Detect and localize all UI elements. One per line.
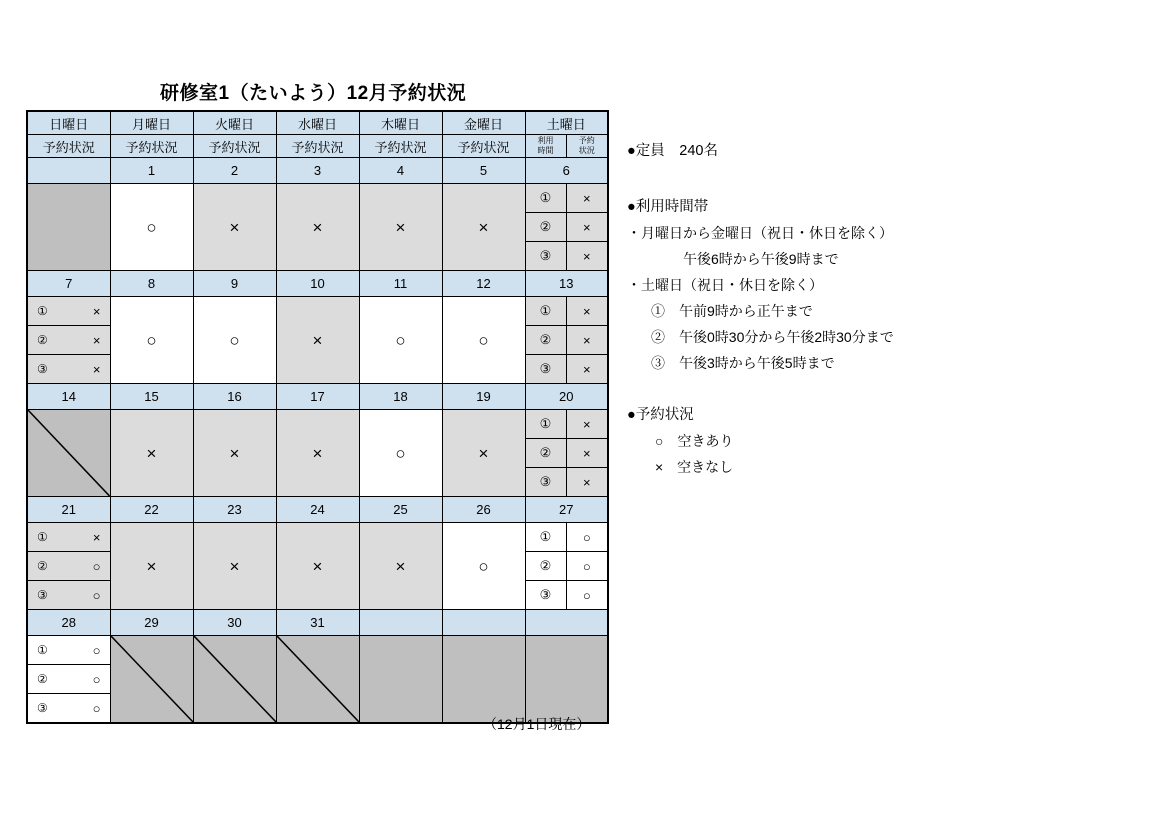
slot-label: ① <box>37 530 48 544</box>
sunday-slot <box>27 523 110 552</box>
slot-status: × <box>92 361 101 377</box>
date-cell: 8 <box>110 271 193 297</box>
slot-status: × <box>566 468 608 497</box>
subheader-saturday-time: 利用 時間 <box>525 135 566 158</box>
diagonal-line-icon <box>194 636 276 722</box>
status-cell: ○ <box>193 297 276 384</box>
status-cell: × <box>442 184 525 271</box>
closed-cell <box>27 410 110 497</box>
slot-label: ② <box>37 672 48 686</box>
date-cell: 3 <box>276 158 359 184</box>
slot-label: ② <box>37 333 48 347</box>
date-cell: 20 <box>525 384 608 410</box>
status-cell: ○ <box>359 410 442 497</box>
date-cell: 2 <box>193 158 276 184</box>
date-cell: 1 <box>110 158 193 184</box>
week4-date-row <box>27 497 608 523</box>
unavailable-cell <box>359 636 442 724</box>
subheader-friday: 予約状況 <box>442 135 525 158</box>
subheader-tuesday: 予約状況 <box>193 135 276 158</box>
status-cell: × <box>193 410 276 497</box>
slot-status: ○ <box>566 581 608 610</box>
date-cell: 15 <box>110 384 193 410</box>
week2-slot1-row <box>27 297 608 326</box>
week4-slot1-row <box>27 523 608 552</box>
date-cell: 5 <box>442 158 525 184</box>
header-friday: 金曜日 <box>442 111 525 135</box>
date-cell: 17 <box>276 384 359 410</box>
calendar-subheader-row <box>27 135 608 158</box>
status-cell: × <box>359 184 442 271</box>
slot-label: ② <box>525 552 566 581</box>
diagonal-line-icon <box>277 636 359 722</box>
date-cell: 16 <box>193 384 276 410</box>
status-cell: × <box>193 184 276 271</box>
status-cell: × <box>110 410 193 497</box>
date-cell: 9 <box>193 271 276 297</box>
slot-label: ② <box>37 559 48 573</box>
slot-label: ① <box>525 297 566 326</box>
unavailable-cell <box>442 636 525 724</box>
slot-status: ○ <box>92 558 101 574</box>
header-monday: 月曜日 <box>110 111 193 135</box>
sunday-slot <box>27 665 110 694</box>
sunday-slot <box>27 694 110 724</box>
week3-date-row <box>27 384 608 410</box>
date-cell <box>27 158 110 184</box>
date-cell: 19 <box>442 384 525 410</box>
date-cell: 13 <box>525 271 608 297</box>
status-cell: × <box>442 410 525 497</box>
date-cell: 10 <box>276 271 359 297</box>
status-cell: × <box>110 523 193 610</box>
sunday-slot <box>27 326 110 355</box>
legend-panel <box>627 138 1107 480</box>
subheader-wednesday: 予約状況 <box>276 135 359 158</box>
hours-saturday-slot1: ① 午前9時から正午まで <box>651 303 813 319</box>
status-cell: ○ <box>442 297 525 384</box>
slot-status: ○ <box>92 671 101 687</box>
spacer <box>627 164 1107 194</box>
subheader-monday: 予約状況 <box>110 135 193 158</box>
sunday-slot <box>27 355 110 384</box>
header-sunday: 日曜日 <box>27 111 110 135</box>
header-thursday: 木曜日 <box>359 111 442 135</box>
status-cell: ○ <box>110 297 193 384</box>
subheader-saturday-status: 予約 状況 <box>566 135 608 158</box>
slot-status: × <box>92 529 101 545</box>
slot-label: ③ <box>525 355 566 384</box>
slot-status: × <box>566 297 608 326</box>
as-of-note: （12月1日現在） <box>483 716 591 732</box>
slot-label: ① <box>525 523 566 552</box>
date-cell: 31 <box>276 610 359 636</box>
week5-date-row <box>27 610 608 636</box>
slot-status: ○ <box>92 642 101 658</box>
date-cell: 28 <box>27 610 110 636</box>
slot-label: ① <box>525 410 566 439</box>
slot-label: ② <box>525 213 566 242</box>
week2-date-row <box>27 271 608 297</box>
status-cell: ○ <box>442 523 525 610</box>
status-full-label: × 空きなし <box>655 459 734 475</box>
week5-slot1-row <box>27 636 608 665</box>
page-title: 研修室1（たいよう）12月予約状況 <box>160 83 467 104</box>
reservation-calendar <box>26 110 609 724</box>
date-cell: 7 <box>27 271 110 297</box>
slot-label: ③ <box>37 362 48 376</box>
slot-status: × <box>566 410 608 439</box>
status-cell: ○ <box>110 184 193 271</box>
slot-label: ② <box>525 326 566 355</box>
closed-cell <box>193 636 276 724</box>
slot-status: ○ <box>566 523 608 552</box>
slot-status: × <box>92 303 101 319</box>
capacity-label: ●定員 240名 <box>627 143 718 159</box>
status-cell: ○ <box>359 297 442 384</box>
calendar-header-row <box>27 111 608 135</box>
slot-status: ○ <box>92 587 101 603</box>
sunday-slot <box>27 297 110 326</box>
slot-label: ③ <box>525 468 566 497</box>
date-cell: 4 <box>359 158 442 184</box>
date-cell <box>442 610 525 636</box>
hours-saturday-slot3: ③ 午後3時から午後5時まで <box>651 355 835 371</box>
header-tuesday: 火曜日 <box>193 111 276 135</box>
unavailable-cell <box>27 184 110 271</box>
status-cell: × <box>276 410 359 497</box>
date-cell: 30 <box>193 610 276 636</box>
hours-saturday-label: ・土曜日（祝日・休日を除く） <box>627 277 823 293</box>
status-cell: × <box>193 523 276 610</box>
slot-status: × <box>566 184 608 213</box>
status-open-label: ○ 空きあり <box>655 433 734 449</box>
closed-cell <box>276 636 359 724</box>
slot-status: × <box>566 355 608 384</box>
status-cell: × <box>276 184 359 271</box>
date-cell: 12 <box>442 271 525 297</box>
slot-status: ○ <box>92 700 101 716</box>
date-cell: 14 <box>27 384 110 410</box>
slot-status: ○ <box>566 552 608 581</box>
sunday-slot <box>27 636 110 665</box>
date-cell: 11 <box>359 271 442 297</box>
closed-cell <box>110 636 193 724</box>
spacer <box>627 376 1107 402</box>
subheader-sunday: 予約状況 <box>27 135 110 158</box>
date-cell: 6 <box>525 158 608 184</box>
diagonal-line-icon <box>28 410 110 496</box>
date-cell <box>525 610 608 636</box>
status-cell: × <box>276 523 359 610</box>
slot-label: ① <box>37 643 48 657</box>
slot-status: × <box>566 439 608 468</box>
hours-heading: ●利用時間帯 <box>627 199 709 215</box>
subheader-thursday: 予約状況 <box>359 135 442 158</box>
sunday-slot <box>27 552 110 581</box>
status-heading: ●予約状況 <box>627 407 694 423</box>
date-cell: 18 <box>359 384 442 410</box>
slot-status: × <box>92 332 101 348</box>
week1-date-row <box>27 158 608 184</box>
date-cell: 26 <box>442 497 525 523</box>
slot-label: ① <box>37 304 48 318</box>
slot-status: × <box>566 242 608 271</box>
hours-saturday-slot2: ② 午後0時30分から午後2時30分まで <box>651 329 894 345</box>
slot-label: ③ <box>525 242 566 271</box>
sunday-slot <box>27 581 110 610</box>
status-cell: × <box>276 297 359 384</box>
diagonal-line-icon <box>111 636 193 722</box>
slot-status: × <box>566 326 608 355</box>
week3-slot1-row <box>27 410 608 439</box>
slot-label: ③ <box>525 581 566 610</box>
week1-slot1-row <box>27 184 608 213</box>
date-cell: 24 <box>276 497 359 523</box>
slot-status: × <box>566 213 608 242</box>
date-cell: 22 <box>110 497 193 523</box>
date-cell: 25 <box>359 497 442 523</box>
date-cell <box>359 610 442 636</box>
slot-label: ① <box>525 184 566 213</box>
unavailable-cell <box>525 636 608 724</box>
slot-label: ② <box>525 439 566 468</box>
hours-weekday-label: ・月曜日から金曜日（祝日・休日を除く） <box>627 225 893 241</box>
date-cell: 21 <box>27 497 110 523</box>
status-cell: × <box>359 523 442 610</box>
hours-weekday-time: 午後6時から午後9時まで <box>683 251 839 267</box>
date-cell: 23 <box>193 497 276 523</box>
slot-label: ③ <box>37 701 48 715</box>
header-wednesday: 水曜日 <box>276 111 359 135</box>
date-cell: 27 <box>525 497 608 523</box>
date-cell: 29 <box>110 610 193 636</box>
slot-label: ③ <box>37 588 48 602</box>
header-saturday: 土曜日 <box>525 111 608 135</box>
